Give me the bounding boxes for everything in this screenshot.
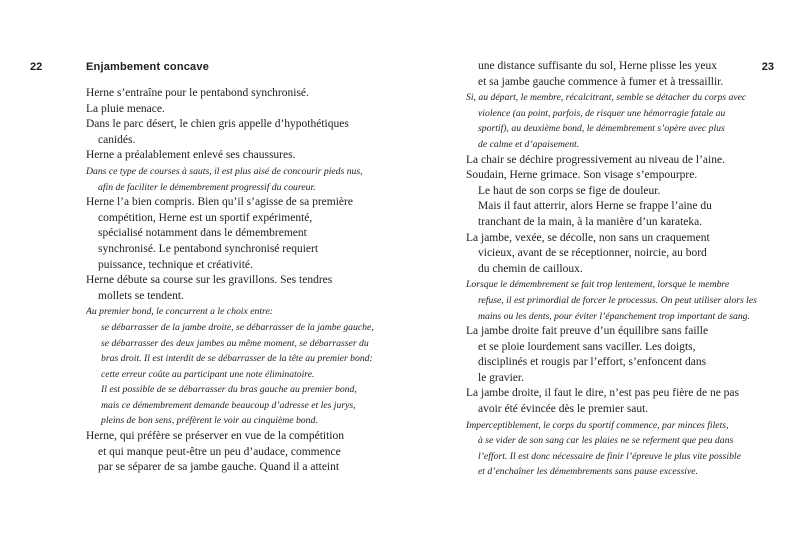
text-line: mains ou les dents, pour éviter l’épanchement trop important de sang. [478, 310, 750, 322]
right-page-text [466, 59, 786, 480]
text-line: La pluie menace. [86, 102, 165, 115]
text-line: avoir été évincée dès le premier saut. [478, 403, 649, 416]
text-line: disciplinés et rougis par l’effort, s’enfoncent dans [478, 356, 707, 369]
text-line: La jambe droite fait preuve d’un équilibre sans faille [466, 325, 709, 338]
text-line: et qui manque peut-être un peu d’audace, commence [98, 445, 341, 458]
page-number-right: 23 [761, 61, 774, 73]
text-line: violence (au point, parfois, de risquer une hémorragie fatale au [478, 107, 726, 119]
text-line: sportif), au deuxième bond, le démembrement s’opère avec plus [478, 123, 725, 135]
text-line: mais ce démembrement demande beaucoup d’adresse et les jurys, [101, 399, 356, 411]
text-line: cette erreur coûte au participant une note éliminatoire. [101, 368, 315, 380]
text-line: Imperceptiblement, le corps du sportif commence, par minces filets, [466, 419, 729, 431]
text-line: Dans le parc désert, le chien gris appelle d’hypothétiques [86, 118, 349, 131]
text-line: vicieux, avant de se réceptionner, noircie, au bord [478, 247, 707, 260]
chapter-title: Enjambement concave [86, 61, 210, 73]
text-line: se débarrasser de la jambe droite, se débarrasser de la jambe gauche, [101, 321, 374, 333]
text-line: La jambe, vexée, se décolle, non sans un craquement [466, 231, 710, 244]
text-line: Le haut de son corps se fige de douleur. [478, 184, 661, 197]
text-line: afin de faciliter le démembrement progressif du coureur. [98, 181, 316, 193]
text-line: l’effort. Il est donc nécessaire de finir l’épreuve le plus vite possible [478, 450, 741, 462]
text-line: Soudain, Herne grimace. Son visage s’empourpre. [466, 169, 698, 182]
text-line: à se vider de son sang car les plaies ne se referment que peu dans [478, 435, 734, 447]
text-line: de calme et d’apaisement. [478, 138, 580, 150]
text-line: Mais il faut atterrir, alors Herne se frappe l’aine du [478, 200, 712, 213]
text-line: et sa jambe gauche commence à fumer et à tressaillir. [478, 75, 724, 88]
text-line: compétition, Herne est un sportif expérimenté, [98, 211, 313, 224]
text-line: Herne, qui préfère se préserver en vue de la compétition [86, 430, 344, 443]
text-line: refuse, il est primordial de forcer le processus. On peut utiliser alors les [478, 294, 757, 306]
text-line: pleins de bon sens, préfèrent le voir au cinquième bond. [101, 415, 318, 427]
page-number-left: 22 [30, 61, 43, 73]
text-line: synchronisé. Le pentabond synchronisé requiert [98, 242, 319, 255]
text-line: Si, au départ, le membre, récalcitrant, semble se détacher du corps avec [466, 92, 747, 104]
text-line: La jambe droite, il faut le dire, n’est pas peu fière de ne pas [466, 387, 740, 400]
text-line: par se séparer de sa jambe gauche. Quand il a atteint [98, 461, 340, 474]
text-line: spécialisé notamment dans le démembrement [98, 227, 307, 240]
text-line: Lorsque le démembrement se fait trop lentement, lorsque le membre [466, 279, 730, 291]
text-line: Herne s’entraîne pour le pentabond synchronisé. [86, 87, 309, 99]
left-page-text [86, 86, 406, 476]
text-line: tranchant de la main, à la manière d’un karateka. [478, 215, 703, 228]
text-line: La chair se déchire progressivement au niveau de l’aine. [466, 153, 725, 166]
text-line: et se ploie lourdement sans vaciller. Les doigts, [478, 340, 696, 353]
text-line: Il est possible de se débarrasser du bras gauche au premier bond, [101, 384, 357, 396]
text-line: bras droit. Il est interdit de se débarrasser de la tête au premier bond: [101, 353, 373, 365]
text-line: une distance suffisante du sol, Herne plisse les yeux [478, 60, 717, 72]
text-line: et d’enchaîner les démembrements sans pause excessive. [478, 466, 698, 478]
text-line: du chemin de cailloux. [478, 262, 583, 275]
text-line: le gravier. [478, 371, 524, 384]
text-line: mollets se tendent. [98, 289, 184, 302]
text-line: Au premier bond, le concurrent a le choix entre: [86, 306, 273, 318]
text-line: Dans ce type de courses à sauts, il est plus aisé de concourir pieds nus, [86, 165, 363, 177]
text-line: Herne l’a bien compris. Bien qu’il s’agisse de sa première [86, 196, 353, 209]
text-line: se débarrasser des deux jambes au même moment, se débarrasser du [101, 337, 369, 349]
text-line: puissance, technique et créativité. [98, 258, 253, 271]
text-line: canidés. [98, 133, 136, 146]
text-line: Herne a préalablement enlevé ses chaussures. [86, 149, 296, 162]
text-line: Herne débute sa course sur les gravillons. Ses tendres [86, 274, 333, 287]
